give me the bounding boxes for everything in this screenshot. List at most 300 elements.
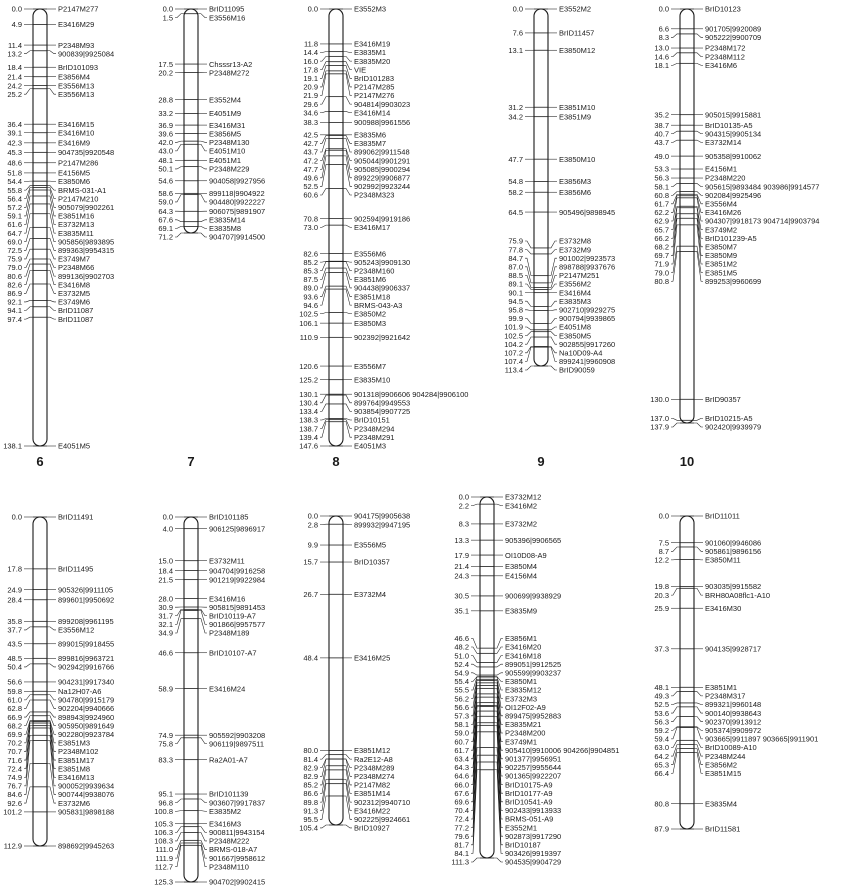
marker-name: E3851M9 (559, 112, 592, 122)
marker-position: 120.6 (299, 361, 318, 371)
marker-name: 900794|9939865 (559, 314, 616, 324)
marker-connector (694, 588, 703, 595)
marker-connector (47, 89, 56, 94)
marker-name: E3856M1 (505, 634, 538, 644)
position-connector (24, 664, 33, 667)
marker-position: 65.3 (654, 760, 669, 770)
marker-position: 15.0 (158, 556, 173, 566)
marker-connector (343, 825, 352, 828)
marker-name: E3851M16 (58, 211, 95, 221)
marker-name: E3416M3 (209, 819, 242, 829)
marker-position: 51.8 (7, 168, 22, 178)
marker-position: 67.6 (158, 215, 173, 225)
marker-position: 42.5 (303, 130, 318, 140)
position-connector (525, 366, 534, 370)
marker-name: 906075|9891907 (209, 206, 266, 216)
marker-name: BrID11581 (705, 824, 741, 834)
marker-name: 899475|9952883 (505, 711, 562, 721)
marker-position: 97.4 (7, 314, 22, 324)
marker-name: E3850M3 (354, 318, 387, 328)
marker-position: 46.6 (158, 648, 173, 658)
marker-position: 85.2 (303, 780, 318, 790)
marker-position: 80.8 (654, 799, 669, 809)
marker-name: 900744|9938076 (58, 790, 115, 800)
marker-name: 904058|9927956 (209, 176, 266, 186)
marker-connector (47, 307, 56, 311)
marker-name: 901377|9956951 (505, 754, 562, 764)
marker-position: 59.8 (7, 686, 22, 696)
marker-position: 36.9 (158, 120, 173, 130)
marker-position: 18.1 (654, 60, 669, 70)
marker-connector (548, 284, 557, 290)
marker-name: BrID10123 (705, 4, 741, 14)
marker-name: P2348M274 (354, 772, 395, 782)
position-connector (175, 738, 184, 744)
position-connector (175, 220, 184, 222)
marker-position: 94.1 (7, 306, 22, 316)
marker-name: BrID10541-A9 (505, 797, 553, 807)
position-connector (24, 214, 33, 233)
marker-connector (198, 832, 207, 840)
marker-connector (694, 246, 703, 272)
linkage-group-label: 8 (332, 454, 340, 469)
marker-name: E3850M6 (58, 177, 91, 187)
marker-name: 900052|9939634 (58, 781, 115, 791)
marker-position: 56.2 (454, 694, 469, 704)
marker-position: 61.6 (7, 220, 22, 230)
marker-name: BrID10119-A7 (209, 611, 256, 621)
marker-name: 898692|9945263 (58, 841, 115, 851)
marker-position: 66.4 (654, 768, 669, 778)
marker-position: 60.8 (654, 190, 669, 200)
marker-name: 899816|9963721 (58, 654, 115, 664)
marker-name: 902084|9925496 (705, 190, 762, 200)
marker-name: E3850M2 (354, 309, 387, 319)
marker-name: 905222|9900709 (705, 33, 762, 43)
marker-position: 56.6 (454, 702, 469, 712)
marker-position: 47.2 (303, 156, 318, 166)
marker-position: 87.5 (303, 275, 318, 285)
marker-position: 108.3 (154, 836, 173, 846)
marker-name: E3416M18 (505, 651, 542, 661)
chromosome-bar (33, 517, 47, 846)
marker-connector (343, 289, 352, 305)
marker-position: 34.2 (508, 112, 523, 122)
marker-position: 15.7 (303, 557, 318, 567)
marker-name: E3851M18 (354, 292, 391, 302)
marker-connector (47, 787, 56, 803)
position-connector (320, 779, 329, 802)
marker-position: 62.2 (654, 208, 669, 218)
marker-position: 34.6 (303, 108, 318, 118)
marker-name: BrID10175-A9 (505, 780, 553, 790)
marker-position: 13.3 (454, 535, 469, 545)
marker-name: 905243|9909130 (354, 257, 411, 267)
position-connector (24, 264, 33, 276)
marker-name: E3850M5 (559, 331, 592, 341)
marker-connector (694, 740, 703, 747)
marker-position: 69.6 (454, 797, 469, 807)
marker-connector (694, 749, 703, 765)
marker-position: 77.2 (454, 823, 469, 833)
marker-name: E3556M16 (209, 13, 246, 23)
marker-position: 13.2 (7, 49, 22, 59)
marker-position: 52.5 (654, 700, 669, 710)
marker-name: P2348M66 (58, 263, 95, 273)
position-connector (320, 766, 329, 785)
marker-position: 32.1 (158, 620, 173, 630)
marker-position: 33.2 (158, 109, 173, 119)
marker-connector (343, 97, 352, 104)
marker-name: 901318|9906606 904284|9906100 (354, 389, 469, 399)
marker-connector (343, 164, 352, 186)
marker-position: 31.7 (158, 611, 173, 621)
marker-position: 1.5 (162, 13, 173, 23)
marker-position: 70.4 (454, 806, 469, 816)
marker-position: 66.9 (7, 712, 22, 722)
marker-name: E3851M14 (354, 789, 391, 799)
marker-name: 901365|9922207 (505, 771, 562, 781)
marker-position: 35.1 (454, 606, 469, 616)
marker-position: 40.7 (654, 129, 669, 139)
marker-position: 48.4 (303, 653, 318, 663)
marker-position: 96.8 (158, 798, 173, 808)
marker-name: 901060|9946086 (705, 538, 762, 548)
marker-name: 905079|9902261 (58, 203, 115, 213)
marker-position: 101.2 (3, 807, 22, 817)
marker-position: 9.9 (307, 540, 318, 550)
marker-name: P2348M222 (209, 836, 250, 846)
marker-name: E3552M3 (354, 4, 387, 14)
marker-name: 899321|9960148 (705, 700, 762, 710)
marker-position: 95.5 (303, 815, 318, 825)
marker-name: 902855|9917260 (559, 339, 616, 349)
marker-name: E3416M15 (58, 119, 95, 129)
marker-name: P2147M82 (354, 780, 391, 790)
marker-connector (343, 312, 352, 313)
marker-name: OI12F02-A9 (505, 702, 546, 712)
marker-connector (47, 259, 56, 268)
marker-position: 100.8 (154, 806, 173, 816)
position-connector (320, 755, 329, 759)
marker-position: 89.1 (508, 279, 523, 289)
linkage-group-label: 7 (187, 454, 195, 469)
marker-name: 902710|9929275 (559, 305, 616, 315)
marker-name: 904480|9922227 (209, 197, 266, 207)
marker-name: E3835M20 (354, 56, 391, 66)
marker-position: 73.0 (303, 222, 318, 232)
marker-connector (694, 547, 703, 551)
marker-position: 26.7 (303, 589, 318, 599)
marker-connector (548, 337, 557, 344)
marker-position: 55.5 (454, 685, 469, 695)
marker-connector (198, 141, 207, 142)
marker-name: BrID11087 (58, 306, 94, 316)
marker-position: 48.2 (454, 642, 469, 652)
marker-name: 905015|9915881 (705, 110, 762, 120)
marker-position: 48.1 (654, 682, 669, 692)
marker-name: E3416M25 (354, 653, 391, 663)
chromosome-bar (680, 9, 694, 423)
position-connector (525, 241, 534, 248)
marker-position: 56.6 (7, 677, 22, 687)
marker-position: 105.4 (299, 823, 318, 833)
marker-position: 59.0 (158, 197, 173, 207)
marker-connector (694, 183, 703, 186)
marker-name: 905085|9900294 (354, 164, 411, 174)
marker-position: 58.1 (454, 720, 469, 730)
position-connector (175, 799, 184, 803)
marker-name: P2348M130 (209, 137, 250, 147)
marker-name: 902992|9923244 (354, 182, 411, 192)
marker-name: 905615|9893484 903986|9914577 (705, 182, 820, 192)
marker-connector (343, 149, 352, 161)
marker-position: 13.1 (508, 45, 523, 55)
marker-connector (548, 241, 557, 248)
marker-position: 17.8 (7, 564, 22, 574)
marker-position: 82.6 (7, 280, 22, 290)
marker-position: 113.4 (504, 365, 523, 375)
marker-position: 28.4 (7, 595, 22, 605)
marker-position: 36.4 (7, 119, 22, 129)
marker-position: 84.6 (7, 790, 22, 800)
marker-name: E3850M9 (705, 251, 738, 261)
marker-connector (47, 214, 56, 233)
marker-name: E3749M2 (705, 225, 738, 235)
position-connector (471, 673, 480, 675)
position-connector (320, 825, 329, 828)
marker-connector (343, 111, 352, 112)
marker-position: 138.1 (3, 441, 22, 451)
marker-position: 63.0 (654, 743, 669, 753)
marker-name: P2348M102 (58, 747, 99, 757)
marker-position: 83.3 (158, 755, 173, 765)
marker-connector (47, 764, 56, 795)
marker-name: 901002|9923573 (559, 253, 616, 263)
marker-name: E3835M21 (505, 720, 542, 730)
marker-connector (343, 262, 352, 271)
marker-name: E3416M8 (58, 280, 91, 290)
marker-position: 47.7 (508, 154, 523, 164)
marker-position: 91.3 (303, 806, 318, 816)
position-connector (671, 588, 680, 595)
chromosome-bar (680, 516, 694, 829)
marker-position: 49.3 (654, 691, 669, 701)
marker-name: 902942|9916766 (58, 662, 115, 672)
position-connector (24, 300, 33, 301)
marker-position: 57.2 (7, 203, 22, 213)
marker-position: 71.6 (7, 755, 22, 765)
marker-name: 899229|9906877 (354, 173, 411, 183)
marker-position: 107.2 (504, 348, 523, 358)
marker-position: 20.3 (654, 590, 669, 600)
marker-position: 56.3 (654, 173, 669, 183)
marker-name: 900699|9938929 (505, 591, 562, 601)
marker-position: 20.2 (158, 68, 173, 78)
marker-name: BRMS-031-A1 (58, 185, 107, 195)
marker-position: 105.3 (154, 819, 173, 829)
marker-name: E3416M14 (354, 108, 391, 118)
marker-name: E3749M7 (58, 254, 91, 264)
marker-name: 902392|9921642 (354, 333, 411, 343)
marker-position: 0.0 (307, 511, 318, 521)
marker-name: P2348M200 (505, 728, 546, 738)
marker-connector (198, 233, 207, 237)
marker-name: E3749M6 (58, 297, 91, 307)
marker-position: 81.7 (454, 840, 469, 850)
marker-name: E3732M14 (705, 138, 742, 148)
marker-name: 904702|9902415 (209, 877, 266, 887)
marker-position: 49.6 (303, 173, 318, 183)
marker-name: 899062|9911548 (354, 147, 410, 157)
marker-position: 61.7 (654, 199, 669, 209)
marker-connector (494, 504, 503, 505)
marker-name: E4051M3 (354, 441, 387, 451)
marker-name: E3835M2 (209, 806, 242, 816)
linkage-group-2 (158, 5, 265, 469)
position-connector (24, 249, 33, 259)
marker-connector (47, 300, 56, 301)
position-connector (175, 195, 184, 202)
linkage-group-7 (154, 513, 265, 887)
marker-name: P2348M220 (705, 173, 746, 183)
position-connector (175, 611, 184, 625)
marker-name: E3416M2 (505, 501, 538, 511)
position-connector (24, 227, 33, 241)
marker-connector (343, 225, 352, 227)
marker-position: 75.8 (158, 739, 173, 749)
marker-connector (494, 656, 503, 663)
marker-name: E3835M11 (58, 228, 94, 238)
position-connector (24, 700, 33, 708)
marker-connector (343, 796, 352, 819)
marker-name: BrID11095 (209, 4, 245, 14)
marker-position: 86.9 (7, 289, 22, 299)
marker-position: 106.3 (154, 828, 173, 838)
marker-position: 64.5 (508, 207, 523, 217)
position-connector (175, 827, 184, 833)
marker-name: E3856M5 (209, 129, 242, 139)
marker-name: Ra2A01-A7 (209, 755, 248, 765)
marker-position: 54.8 (508, 177, 523, 187)
position-connector (320, 796, 329, 819)
position-connector (671, 63, 680, 65)
marker-connector (694, 192, 703, 196)
position-connector (24, 186, 33, 191)
marker-name: 904707|9914500 (209, 232, 266, 242)
marker-name: 905496|9898945 (559, 207, 616, 217)
marker-connector (694, 53, 703, 57)
marker-name: BrID11011 (705, 511, 740, 521)
marker-connector (198, 220, 207, 222)
marker-name: BRMS-018-A7 (209, 845, 258, 855)
marker-position: 130.4 (299, 398, 318, 408)
position-connector (671, 53, 680, 57)
marker-position: 81.4 (303, 754, 318, 764)
marker-name: E4051M9 (209, 109, 242, 119)
marker-position: 89.8 (303, 797, 318, 807)
marker-position: 147.6 (299, 441, 318, 451)
position-connector (320, 149, 329, 161)
position-connector (525, 250, 534, 254)
position-connector (320, 312, 329, 313)
marker-name: 901705|9920089 (705, 24, 762, 34)
linkage-group-8 (299, 512, 410, 833)
marker-position: 137.0 (650, 414, 669, 424)
marker-position: 2.8 (307, 520, 318, 530)
marker-connector (548, 366, 557, 370)
marker-position: 13.0 (654, 43, 669, 53)
marker-position: 47.7 (303, 164, 318, 174)
marker-position: 74.9 (7, 772, 22, 782)
marker-name: E3835M3 (559, 296, 592, 306)
marker-position: 70.7 (7, 747, 22, 757)
marker-name: E3556M6 (354, 249, 387, 259)
marker-connector (694, 707, 703, 713)
position-connector (320, 56, 329, 61)
marker-name: BRH80A08flc1-A10 (705, 590, 771, 600)
marker-name: P2348M172 (705, 43, 746, 53)
position-connector (471, 664, 480, 667)
marker-name: BrID101239-A5 (705, 233, 757, 243)
marker-name: 904315|9905134 (705, 129, 762, 139)
marker-name: 905044|9901291 (354, 156, 411, 166)
position-connector (671, 547, 680, 551)
position-connector (24, 307, 33, 311)
marker-name: E3851M1 (705, 682, 738, 692)
marker-position: 16.0 (303, 56, 318, 66)
marker-name: E3851M10 (559, 102, 596, 112)
marker-name: 901667|9958612 (209, 853, 266, 863)
marker-position: 29.6 (303, 99, 318, 109)
marker-name: 905374|9909972 (705, 725, 762, 735)
marker-position: 45.3 (7, 148, 22, 158)
marker-connector (548, 301, 557, 306)
marker-name: P2348M323 (354, 190, 395, 200)
marker-name: 899208|9961195 (58, 617, 114, 627)
marker-name: P2348M317 (705, 691, 746, 701)
marker-connector (343, 273, 352, 288)
position-connector (24, 712, 33, 717)
marker-connector (343, 56, 352, 61)
position-connector (671, 707, 680, 713)
marker-name: E4156M1 (705, 164, 738, 174)
marker-name: E3850M11 (705, 555, 741, 565)
marker-position: 31.2 (508, 102, 523, 112)
position-connector (471, 504, 480, 505)
marker-position: 70.2 (7, 738, 22, 748)
marker-name: E3835M4 (705, 799, 738, 809)
marker-name: 899136|9902703 (58, 271, 115, 281)
position-connector (525, 327, 534, 330)
marker-position: 58.9 (158, 684, 173, 694)
marker-position: 102.5 (504, 331, 523, 341)
marker-position: 112.7 (154, 862, 173, 872)
marker-name: 903035|9915582 (705, 582, 762, 592)
marker-name: E4051M10 (209, 146, 246, 156)
position-connector (671, 703, 680, 705)
marker-name: 898943|9924960 (58, 712, 115, 722)
marker-position: 8.3 (458, 519, 469, 529)
marker-name: P2348M189 (209, 628, 250, 638)
marker-name: E4051M5 (58, 441, 91, 451)
marker-position: 64.3 (158, 206, 173, 216)
marker-name: E3850M1 (505, 677, 538, 687)
marker-connector (694, 34, 703, 37)
marker-position: 54.6 (158, 176, 173, 186)
marker-position: 111.0 (155, 845, 173, 855)
marker-name: BrID101093 (58, 62, 99, 72)
